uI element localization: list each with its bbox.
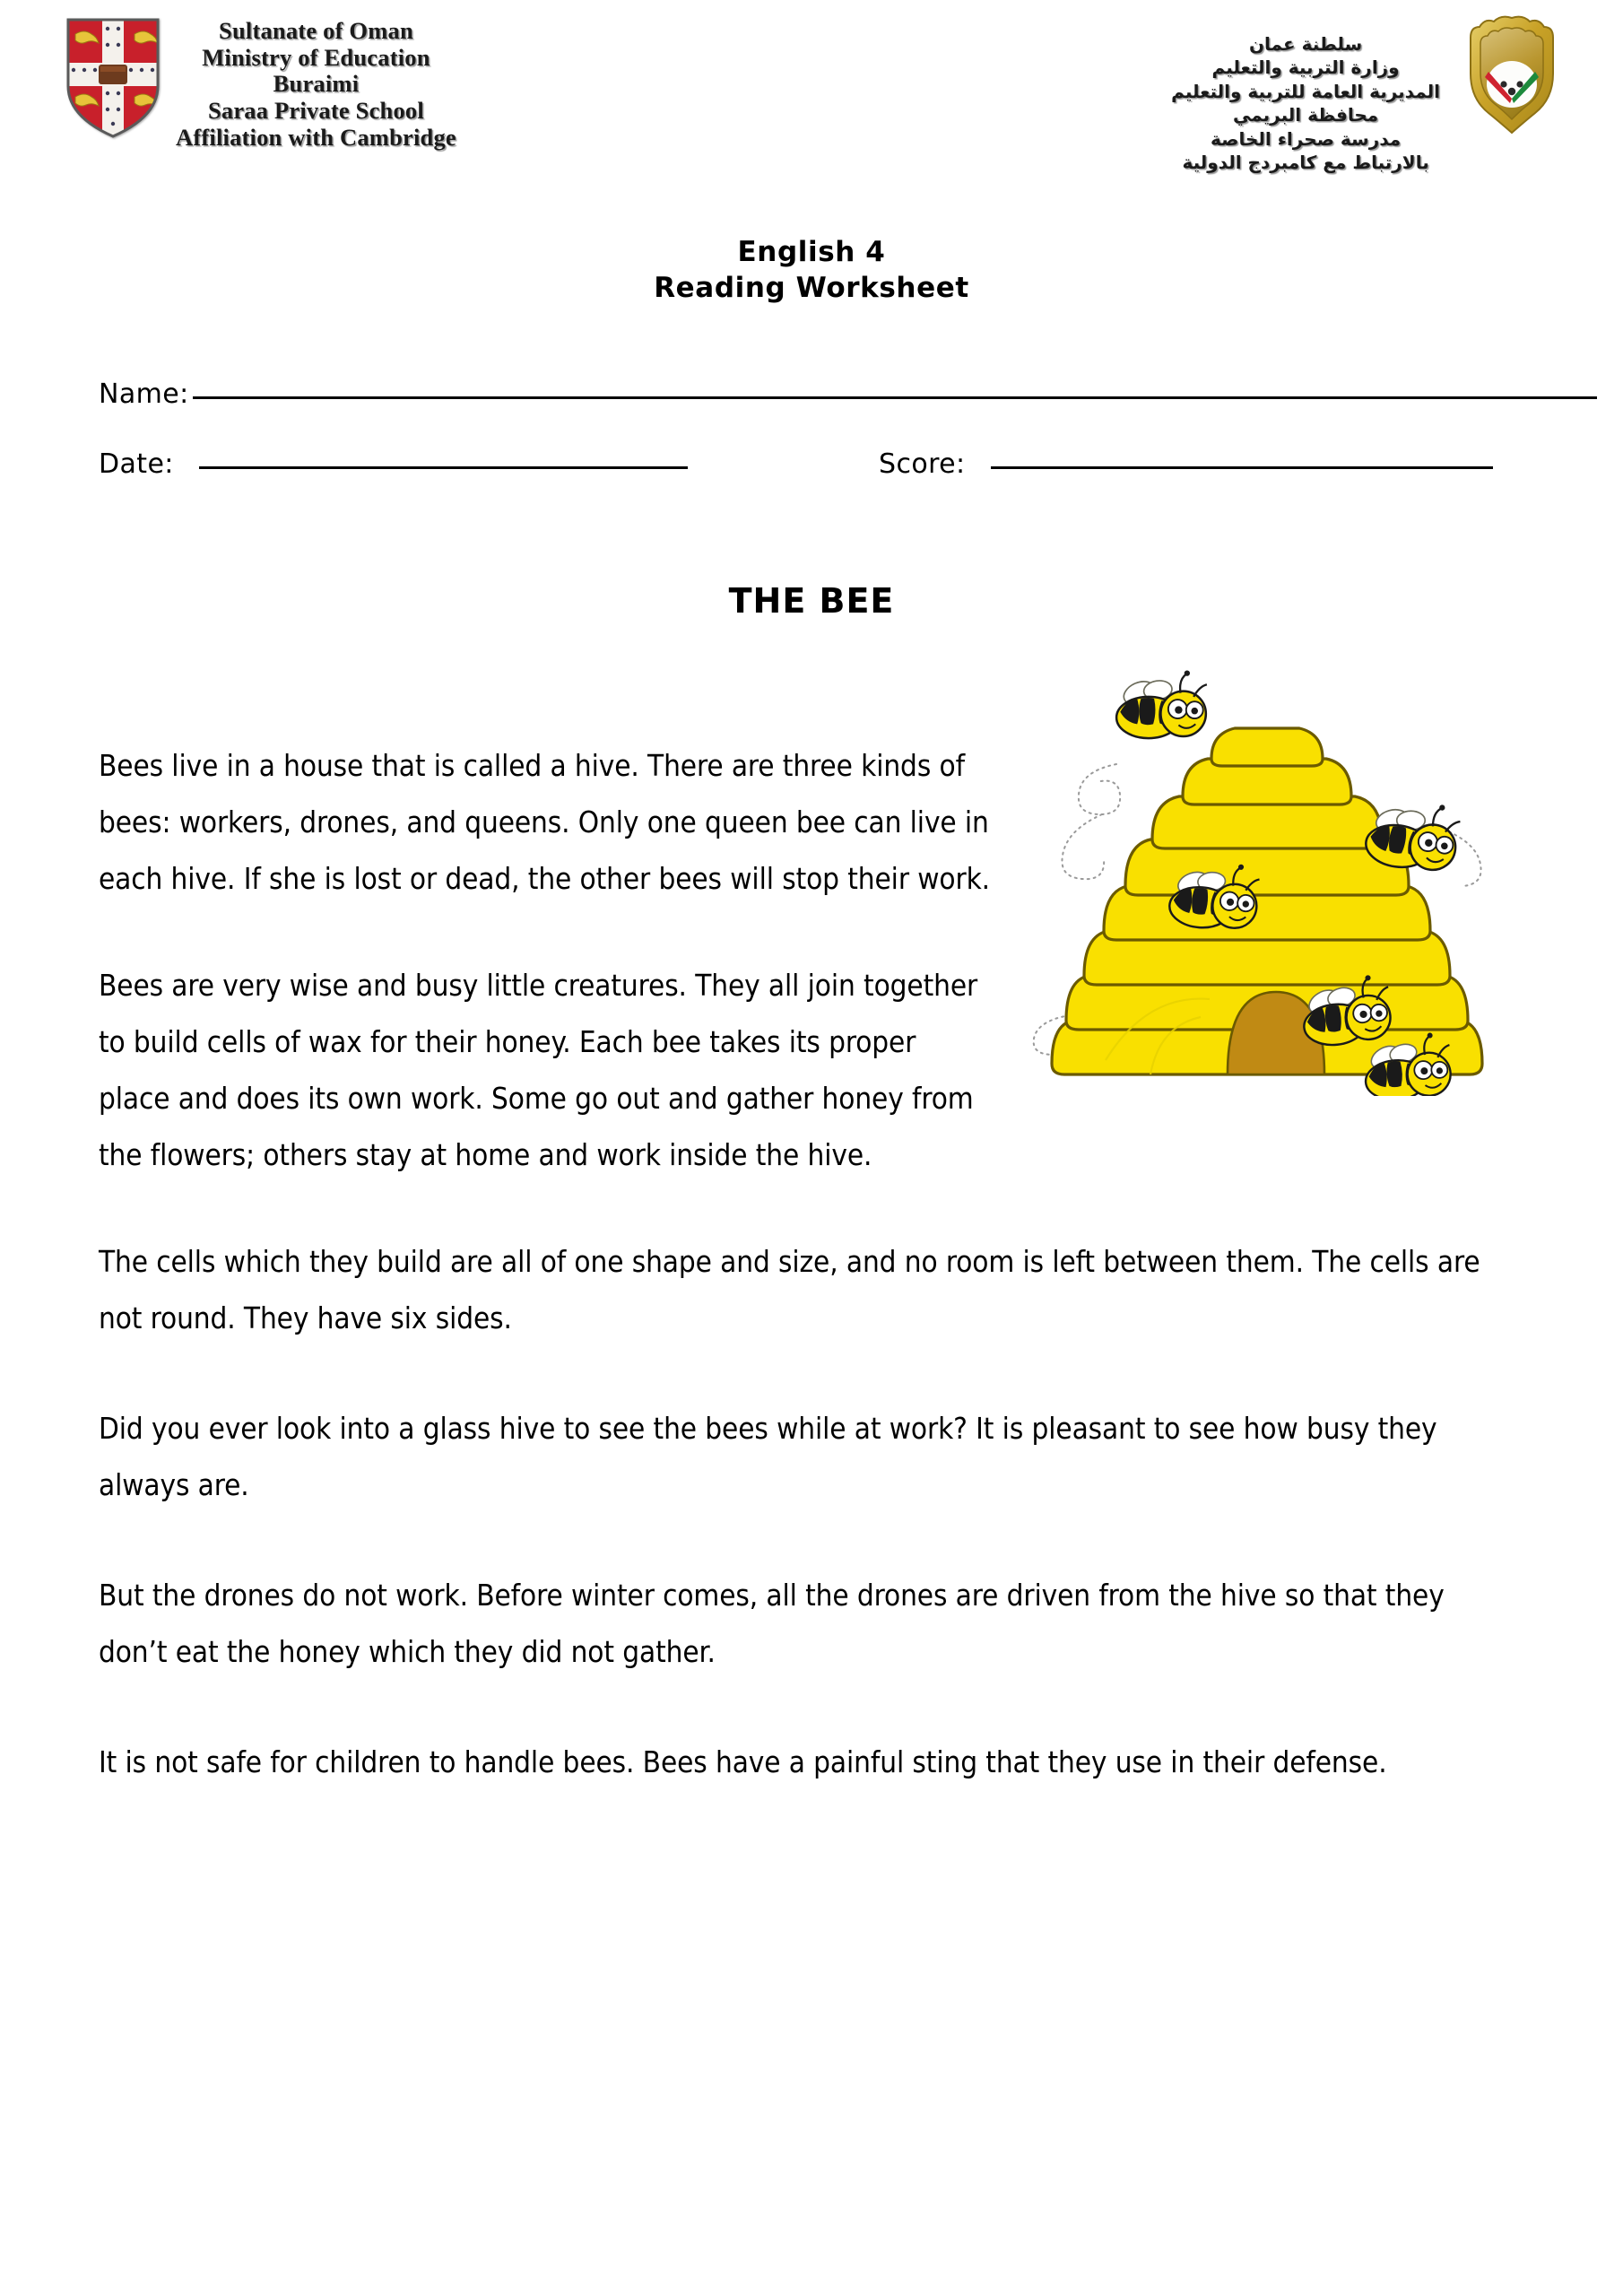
- header-left-block: [63, 16, 456, 151]
- header-right-line-6: بالارتباط مع كامبردج الدولية: [1182, 151, 1429, 173]
- worksheet-subject: English 4: [737, 236, 886, 268]
- cambridge-crest-icon: [63, 16, 163, 140]
- passage-paragraph: But the drones do not work. Before winter comes, all the drones are driven from the hive so that they don’t eat the honey which they did not gather.: [99, 1578, 1445, 1669]
- score-input-line[interactable]: [991, 466, 1493, 469]
- header-right-block: [1171, 13, 1567, 174]
- worksheet-type: Reading Worksheet: [654, 271, 969, 304]
- header-left-line-2: Ministry of Education: [202, 43, 430, 71]
- oman-ministry-emblem-icon: [1456, 13, 1567, 138]
- header-right-line-2: وزارة التربية والتعليم: [1211, 57, 1400, 79]
- date-field-row: [99, 448, 688, 480]
- worksheet-title: [0, 235, 1623, 306]
- date-input-line[interactable]: [199, 466, 688, 469]
- header-right-line-3: المديرية العامة للتربية والتعليم: [1171, 80, 1440, 102]
- header-left-line-3: Buraimi: [273, 70, 360, 98]
- score-label: Score:: [879, 448, 966, 480]
- passage-paragraph: It is not safe for children to handle bees. Bees have a painful sting that they use in their defense.: [99, 1744, 1387, 1779]
- page-header: [0, 0, 1623, 215]
- header-right-line-4: محافظة البريمي: [1233, 104, 1379, 126]
- name-field-row: [99, 378, 1597, 410]
- school-name-ar: [1171, 13, 1440, 174]
- passage-body: [99, 737, 1518, 1790]
- name-input-line[interactable]: [193, 396, 1597, 399]
- name-label: Name:: [99, 378, 189, 410]
- passage-title: THE BEE: [728, 581, 895, 621]
- passage-paragraph: Did you ever look into a glass hive to see the bees while at work? It is pleasant to see how busy they always are.: [99, 1411, 1437, 1502]
- header-left-line-1: Sultanate of Oman: [219, 17, 413, 44]
- beehive-with-bees-image: [1016, 639, 1518, 1096]
- score-field-row: [879, 448, 1493, 480]
- passage-paragraph: Bees live in a house that is called a hive. There are three kinds of bees: workers, drones, and queens. Only one queen bee can live in each hive. If she is lost or dead, the other bees will stop their work.: [99, 748, 991, 896]
- header-left-line-5: Affiliation with Cambridge: [176, 123, 456, 151]
- beehive-illustration: [1016, 639, 1518, 1096]
- header-right-line-5: مدرسة صحراء الخاصة: [1210, 127, 1402, 150]
- school-name-en: [176, 16, 456, 151]
- header-left-line-4: Saraa Private School: [207, 97, 424, 125]
- header-right-line-1: سلطنة عمان: [1248, 33, 1363, 55]
- passage-paragraph: Bees are very wise and busy little creatures. They all join together to build cells of wax for their honey. Each bee takes its proper place and does its own work. Some go out and gather honey from the flowers; others stay at home and work inside the hive.: [99, 968, 978, 1172]
- passage-paragraph: The cells which they build are all of one shape and size, and no room is left between them. The cells are not round. They have six sides.: [99, 1244, 1480, 1335]
- date-label: Date:: [99, 448, 174, 480]
